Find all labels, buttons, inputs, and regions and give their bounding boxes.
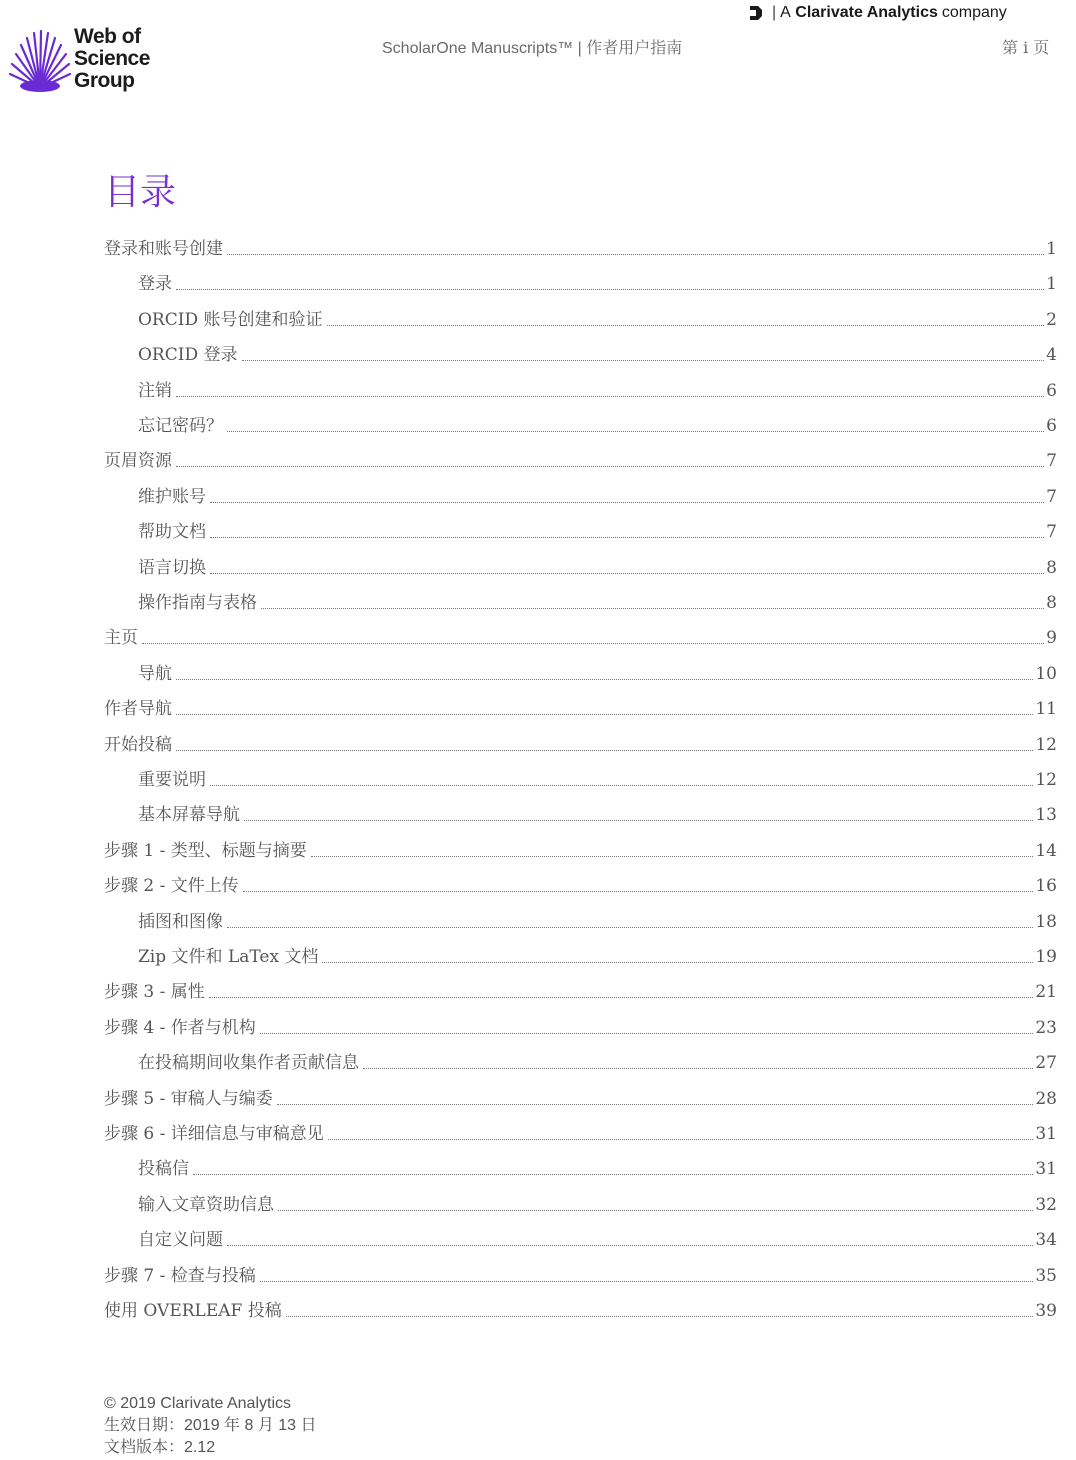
toc-dot-leader [227, 926, 1033, 928]
toc-entry[interactable] [104, 1257, 1057, 1287]
clarivate-tagline [746, 2, 1007, 24]
toc-entry[interactable] [104, 867, 1057, 897]
toc-dot-leader [227, 430, 1044, 432]
toc-entry-label: 操作指南与表格 [138, 593, 257, 613]
tagline-separator: | [772, 4, 777, 21]
toc-entry-label: 主页 [104, 628, 138, 649]
toc-dot-leader [176, 395, 1044, 397]
toc-entry-label: 重要说明 [138, 770, 206, 790]
toc-entry-page-number: 13 [1035, 805, 1057, 826]
toc-entry-page-number: 14 [1035, 840, 1057, 861]
toc-entry-label: 步骤 4 - 作者与机构 [104, 1017, 256, 1038]
toc-entry[interactable] [104, 690, 1057, 720]
toc-entry[interactable] [104, 832, 1057, 862]
toc-entry[interactable] [138, 796, 1057, 826]
toc-entry-label: 帮助文档 [138, 522, 206, 543]
toc-entry-label: 导航 [138, 663, 172, 684]
document-header-title: ScholarOne Manuscripts™ | 作者用户指南 [382, 40, 683, 57]
toc-entry-page-number: 21 [1035, 982, 1057, 1003]
footer-version: 文档版本：2.12 [104, 1439, 216, 1456]
toc-dot-leader [261, 607, 1044, 609]
toc-dot-leader [277, 1103, 1034, 1105]
toc-dot-leader [227, 1244, 1033, 1246]
toc-entry-label: 自定义问题 [138, 1230, 223, 1251]
toc-dot-leader [193, 1173, 1033, 1175]
toc-entry[interactable] [138, 549, 1057, 579]
toc-entry-label: 投稿信 [138, 1159, 189, 1180]
toc-entry[interactable] [104, 726, 1057, 756]
toc-entry-label: ORCID 登录 [138, 345, 238, 366]
web-of-science-logo [8, 26, 168, 96]
toc-dot-leader [210, 501, 1044, 503]
toc-entry[interactable] [138, 1150, 1057, 1180]
toc-entry-label: 开始投稿 [104, 734, 172, 755]
toc-entry-page-number: 12 [1035, 770, 1057, 790]
toc-entry-label: 登录 [138, 274, 172, 295]
tagline-suffix: company [941, 4, 1007, 21]
toc-dot-leader [260, 1032, 1034, 1034]
toc-entry-page-number: 19 [1035, 947, 1057, 967]
toc-entry-label: 步骤 7 - 检查与投稿 [104, 1265, 256, 1286]
logo-wordmark [74, 26, 150, 92]
toc-entry[interactable] [138, 407, 1057, 437]
toc-dot-leader [327, 324, 1045, 326]
toc-entry-page-number: 31 [1035, 1124, 1057, 1144]
toc-heading: 目录 [104, 172, 177, 213]
toc-entry-label: 步骤 2 - 文件上传 [104, 876, 239, 897]
toc-dot-leader [242, 359, 1045, 361]
page-number: 第 i 页 [1002, 38, 1050, 57]
toc-entry-page-number: 34 [1035, 1230, 1057, 1251]
toc-dot-leader [210, 572, 1044, 574]
toc-dot-leader [209, 996, 1034, 998]
toc-entry-label: 基本屏幕导航 [138, 805, 240, 826]
toc-dot-leader [363, 1067, 1033, 1069]
toc-entry[interactable] [138, 1044, 1057, 1074]
toc-entry[interactable] [138, 478, 1057, 508]
toc-dot-leader [260, 1280, 1034, 1282]
toc-entry-page-number: 31 [1035, 1159, 1057, 1180]
toc-dot-leader [176, 465, 1044, 467]
toc-entry[interactable] [104, 1292, 1057, 1322]
toc-dot-leader [210, 784, 1033, 786]
toc-entry[interactable] [104, 1009, 1057, 1039]
toc-entry[interactable] [138, 513, 1057, 543]
toc-dot-leader [227, 253, 1044, 255]
toc-entry-page-number: 23 [1035, 1017, 1057, 1038]
toc-entry-page-number: 7 [1046, 522, 1057, 543]
toc-entry[interactable] [138, 938, 1057, 968]
toc-dot-leader [176, 678, 1033, 680]
toc-dot-leader [243, 890, 1034, 892]
toc-entry-label: 插图和图像 [138, 911, 223, 932]
tagline-prefix: A [780, 4, 791, 21]
toc-dot-leader [176, 288, 1044, 290]
toc-entry-label: 作者导航 [104, 699, 172, 720]
toc-entry-label: Zip 文件和 LaTex 文档 [138, 947, 319, 967]
toc-entry-page-number: 1 [1046, 239, 1057, 259]
toc-entry[interactable] [138, 1221, 1057, 1251]
toc-dot-leader [176, 713, 1033, 715]
toc-entry-label: 维护账号 [138, 486, 206, 507]
logo-line: Web of [74, 25, 141, 48]
toc-entry-label: 忘记密码？ [138, 416, 223, 436]
toc-entry-label: 步骤 1 - 类型、标题与摘要 [104, 840, 307, 861]
toc-entry-page-number: 18 [1035, 911, 1057, 932]
toc-dot-leader [278, 1209, 1033, 1211]
toc-entry[interactable] [138, 372, 1057, 402]
toc-entry-label: ORCID 账号创建和验证 [138, 309, 323, 330]
toc-entry-label: 语言切换 [138, 557, 206, 578]
toc-entry-page-number: 16 [1035, 876, 1057, 897]
toc-dot-leader [286, 1315, 1034, 1317]
toc-entry[interactable] [104, 442, 1057, 472]
logo-line: Science [74, 47, 150, 70]
toc-entry-page-number: 7 [1046, 451, 1057, 472]
toc-entry-page-number: 6 [1046, 416, 1057, 436]
web-of-science-burst-icon [8, 30, 72, 92]
toc-entry-page-number: 28 [1035, 1088, 1057, 1109]
footer-effective-date: 生效日期：2019 年 8 月 13 日 [104, 1417, 317, 1434]
toc-entry-label: 使用 OVERLEAF 投稿 [104, 1301, 282, 1321]
toc-entry-page-number: 11 [1035, 699, 1057, 720]
toc-entry-label: 步骤 6 - 详细信息与审稿意见 [104, 1124, 324, 1144]
toc-entry-page-number: 7 [1046, 486, 1057, 507]
page-footer [104, 1393, 317, 1459]
toc-entry-label: 在投稿期间收集作者贡献信息 [138, 1053, 359, 1074]
toc-entry[interactable] [138, 761, 1057, 791]
toc-entry-page-number: 10 [1035, 663, 1057, 684]
toc-entry[interactable] [104, 1080, 1057, 1110]
toc-dot-leader [322, 961, 1033, 963]
toc-entry[interactable] [138, 301, 1057, 331]
toc-entry[interactable] [104, 619, 1057, 649]
toc-entry[interactable] [104, 230, 1057, 260]
toc-entry[interactable] [138, 1186, 1057, 1216]
toc-entry-page-number: 1 [1046, 274, 1057, 295]
toc-entry-label: 页眉资源 [104, 451, 172, 472]
toc-dot-leader [142, 642, 1044, 644]
toc-entry[interactable] [138, 655, 1057, 685]
toc-entry-page-number: 39 [1035, 1301, 1057, 1321]
toc-entry-label: 登录和账号创建 [104, 239, 223, 259]
toc-dot-leader [244, 819, 1033, 821]
toc-entry[interactable] [104, 1115, 1057, 1145]
tagline-brand: Clarivate Analytics [795, 4, 938, 21]
toc-entry-page-number: 12 [1035, 734, 1057, 755]
toc-entry[interactable] [104, 973, 1057, 1003]
toc-entry-page-number: 9 [1046, 628, 1057, 649]
toc-entry-page-number: 4 [1046, 345, 1057, 366]
toc-entry-label: 步骤 5 - 审稿人与编委 [104, 1088, 273, 1109]
logo-line: Group [74, 69, 135, 92]
toc-entry-page-number: 8 [1046, 557, 1057, 578]
footer-copyright: © 2019 Clarivate Analytics [104, 1395, 291, 1412]
toc-entry-page-number: 8 [1046, 593, 1057, 613]
toc-entry[interactable] [138, 265, 1057, 295]
toc-dot-leader [311, 855, 1034, 857]
clarivate-icon [746, 3, 766, 23]
toc-dot-leader [210, 536, 1044, 538]
toc-entry[interactable] [138, 336, 1057, 366]
toc-entry[interactable] [138, 584, 1057, 614]
toc-entry-page-number: 32 [1035, 1194, 1057, 1215]
toc-entry-page-number: 2 [1046, 309, 1057, 330]
toc-entry-page-number: 6 [1046, 380, 1057, 401]
toc-entry-page-number: 27 [1035, 1053, 1057, 1074]
toc-entry-label: 输入文章资助信息 [138, 1194, 274, 1215]
toc-dot-leader [328, 1138, 1034, 1140]
toc-entry-label: 注销 [138, 380, 172, 401]
toc-dot-leader [176, 749, 1033, 751]
toc-entry-label: 步骤 3 - 属性 [104, 982, 205, 1003]
toc-entry[interactable] [138, 903, 1057, 933]
toc-entry-page-number: 35 [1035, 1265, 1057, 1286]
